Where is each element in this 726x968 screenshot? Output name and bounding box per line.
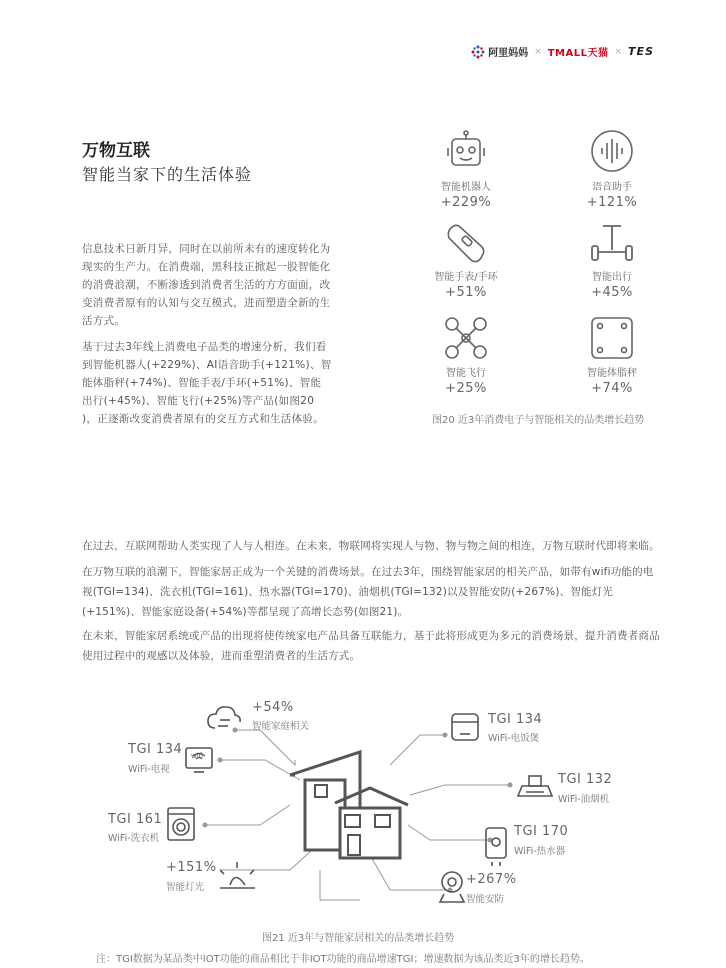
icon-cell-band [406,222,526,300]
body-scale-icon [589,316,635,360]
icon-label: 智能出行 [592,272,632,283]
cloud-icon [208,707,240,728]
washer-label: WiFi-洗衣机 [108,833,160,844]
rice-cooker-label: WiFi-电饭煲 [488,733,540,744]
drone-icon [443,316,489,360]
home-devices-label: 智能家庭相关 [252,721,310,732]
icon-label: 智能体脂秤 [587,368,637,379]
lighting-value: +151% [166,860,217,875]
washer-value: TGI 161 [108,812,163,827]
icon-label: 智能飞行 [446,368,486,379]
figure-20-caption: 图20 近3年消费电子与智能相关的品类增长趋势 [432,415,645,426]
smart-home-diagram [90,690,650,920]
alimama-dots-icon [471,45,485,59]
footnote: 注：TGI数据为某品类中IOT功能的商品相比于非IOT功能的商品增速TGI；增速数据为该品类近3年的增长趋势。 [96,954,590,965]
body-paragraph-2: 在万物互联的浪潮下，智能家居正成为一个关键的消费场景。在过去3年，围绕智能家居的相关产品，如带有wifi功能的电视(TGI=134)、洗衣机(TGI=161)、热水器(TGI=170)、油烟机(TGI=132)以及智能安防(+267%)、智能灯光(+151%)、智能家庭设备(+54%)等都呈现了高增长态势(如图21)。 [82,566,654,618]
icon-cell-robot [406,128,526,210]
page-subtitle: 智能当家下的生活体验 [82,165,253,184]
icon-value: +74% [591,381,633,396]
range-hood-icon [518,776,552,796]
logo-separator: × [614,46,623,57]
washer-icon [168,808,194,840]
smart-band-icon [443,222,489,264]
range-hood-value: TGI 132 [558,772,613,787]
range-hood-label: WiFi-油烟机 [558,794,610,805]
security-camera-icon [440,872,464,902]
body-paragraph-3: 在未来，智能家居系统或产品的出现将使传统家电产品具备互联能力，基于此将形成更为多元的消费场景，提升消费者商品使用过程中的观感以及体验，进而重塑消费者的生活方式。 [82,630,660,662]
tmall-logo-cn: 天猫 [587,48,609,59]
header-logos [471,44,654,59]
logo-separator: × [534,46,542,57]
balance-scooter-icon [589,222,635,264]
tv-value: TGI 134 [128,742,183,757]
icon-cell-drone [406,316,526,396]
page-title: 万物互联 [82,141,150,161]
tv-label: WiFi-电视 [128,764,170,775]
water-heater-value: TGI 170 [514,824,569,839]
figure-21-caption: 图21 近3年与智能家居相关的品类增长趋势 [262,933,455,944]
icon-value: +121% [586,195,638,210]
rice-cooker-icon [452,714,478,740]
icon-value: +229% [440,195,492,210]
intro-paragraph-1: 信息技术日新月异，同时在以前所未有的速度转化为现实的生产力。在消费端，黑科技正掀起一股智能化的消费浪潮，不断渗透到消费者生活的方方面面，改变消费者原有的认知与交互模式，进而塑造全新的生活方式。 [82,243,331,327]
tmall-logo [548,44,609,59]
icon-label: 智能手表/手环 [434,272,498,283]
icon-cell-scooter [552,222,672,300]
icon-label: 语音助手 [592,182,632,193]
voice-assistant-icon [589,128,635,174]
security-label: 智能安防 [466,894,505,905]
icon-cell-scale [552,316,672,396]
tes-logo: TES [628,45,654,58]
robot-icon [443,128,489,174]
tmall-logo-en: TMALL [547,48,588,59]
lighting-label: 智能灯光 [166,882,205,893]
icon-cell-voice [552,128,672,210]
body-paragraph-1: 在过去，互联网帮助人类实现了人与人相连。在未来，物联网将实现人与物、物与物之间的相连，万物互联时代即将来临。 [82,540,660,552]
intro-paragraph-2: 基于过去3年线上消费电子品类的增速分析，我们看到智能机器人(+229%)、AI语音助手(+121%)、智能体脂秤(+74%)、智能手表/手环(+51%)、智能出行(+45%)、智能飞行(+25%)等产品(如图20 )，正逐渐改变消费者原有的交互方式和生活体验。 [82,341,332,425]
alimama-logo-text: 阿里妈妈 [488,48,529,59]
security-value: +267% [466,872,517,887]
icon-value: +51% [445,285,487,300]
icon-value: +25% [445,381,487,396]
lighting-icon [220,862,255,888]
home-devices-value: +54% [252,700,294,715]
water-heater-label: WiFi-热水器 [514,846,566,857]
icon-label: 智能机器人 [441,182,491,193]
icon-value: +45% [591,285,633,300]
rice-cooker-value: TGI 134 [488,712,543,727]
water-heater-icon [486,828,506,866]
wifi-tag: wifi [191,752,204,760]
alimama-logo [471,44,528,59]
